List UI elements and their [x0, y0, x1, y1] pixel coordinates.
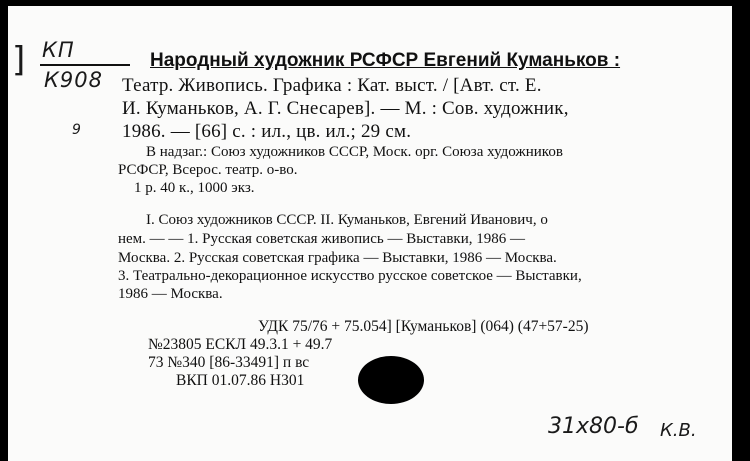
ink-blot [358, 356, 424, 404]
subject-line-5: 1986 — Москва. [118, 286, 223, 302]
scan-border-right [732, 0, 750, 461]
note-price: 1 р. 40 к., 1000 экз. [134, 180, 255, 196]
note-line-2: РСФСР, Всерос. театр. о-во. [118, 162, 298, 178]
subject-line-2: нем. — — 1. Русская советская живопись — Выставки, 1986 — [118, 231, 525, 247]
code-eskl: №23805 ЕСКЛ 49.3.1 + 49.7 [148, 336, 333, 353]
shelf-mark-underline [40, 64, 130, 66]
subject-line-1: I. Союз художников СССР. II. Куманьков, Евгений Иванович, о [146, 212, 548, 228]
scan-border-left [0, 0, 8, 461]
handwritten-bottom-initials: К.В. [660, 420, 697, 441]
code-order: 73 №340 [86-33491] п вс [148, 354, 310, 371]
subject-line-3: Москва. 2. Русская советская графика — Выставки, 1986 — Москва. [118, 250, 557, 266]
handwritten-bracket: ] [12, 40, 26, 80]
handwritten-shelf-mark-bottom: К908 [44, 68, 103, 92]
entry-title: Народный художник РСФСР Евгений Куманьков : [150, 50, 621, 71]
entry-line-2: И. Куманьков, А. Г. Снесарев]. — М. : Сов. художник, [122, 98, 569, 119]
handwritten-bottom-number: 31x80-б [548, 414, 639, 439]
handwritten-shelf-mark-top: КП [42, 38, 75, 62]
scan-border-top [0, 0, 750, 6]
subject-line-4: 3. Театрально-декорационное искусство русское советское — Выставки, [118, 268, 582, 284]
entry-line-3: 1986. — [66] с. : ил., цв. ил.; 29 см. [122, 121, 412, 142]
handwritten-side-mark: 9 [72, 122, 81, 138]
code-udk: УДК 75/76 + 75.054] [Куманьков] (064) (47+57-25) [258, 318, 589, 335]
note-line-1: В надзаг.: Союз художников СССР, Моск. орг. Союза художников [146, 144, 563, 160]
code-vkp: ВКП 01.07.86 Н301 [176, 372, 305, 389]
entry-line-1: Театр. Живопись. Графика : Кат. выст. / [Авт. ст. Е. [122, 75, 542, 96]
